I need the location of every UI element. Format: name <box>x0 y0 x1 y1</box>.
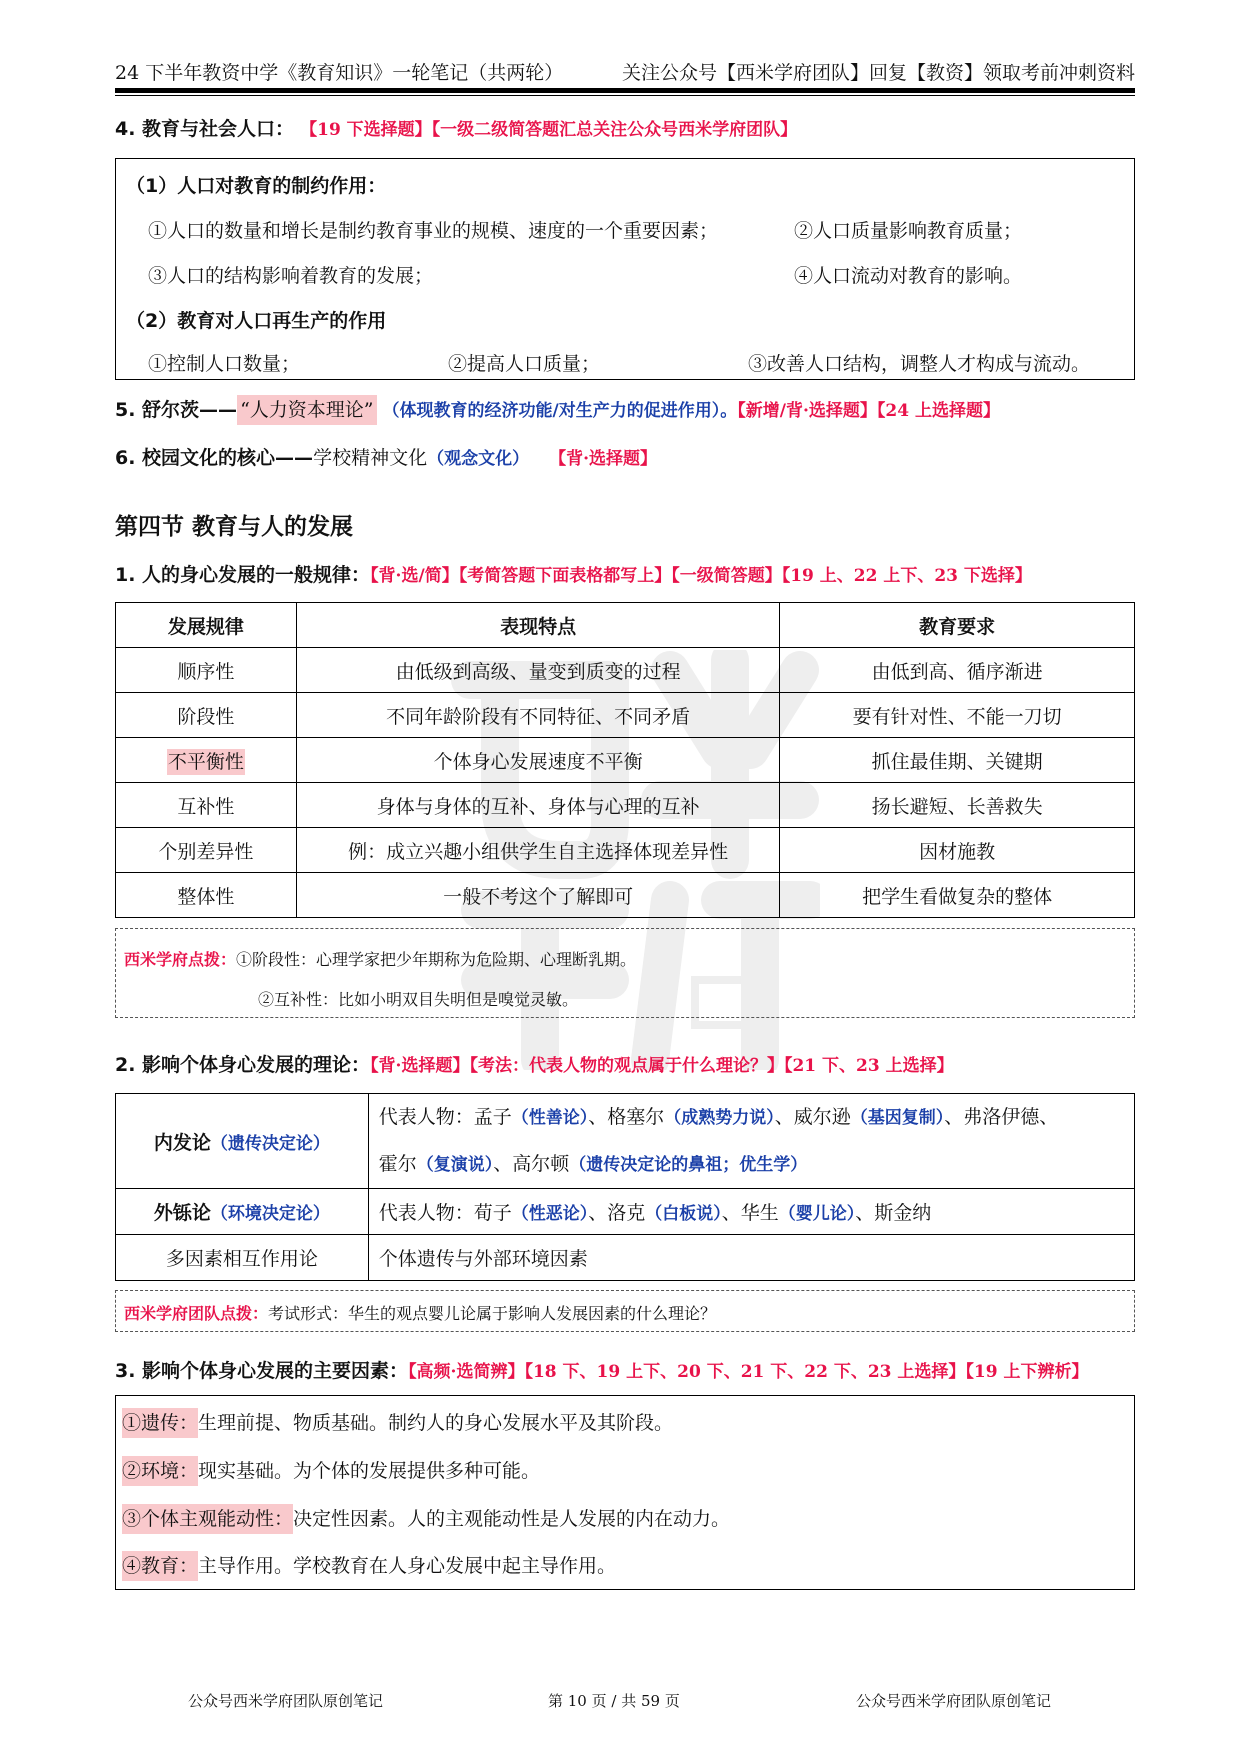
table-row: 内发论（遗传决定论） 代表人物：孟子（性善论）、格塞尔（成熟势力说）、威尔逊（基因复制）、弗洛伊德、 霍尔（复演说）、高尔顿（遗传决定论的鼻祖；优生学） <box>116 1094 1135 1189</box>
table-header-row: 发展规律 表现特点 教育要求 <box>116 603 1135 648</box>
table-row: 个别差异性 例：成立兴趣小组供学生自主选择体现差异性 因材施教 <box>116 828 1135 873</box>
table-row: 外铄论（环境决定论） 代表人物：荀子（性恶论）、洛克（白板说）、华生（婴儿论）、斯金纳 <box>116 1189 1135 1235</box>
highlight-human-capital: “人力资本理论” <box>237 395 376 425</box>
population-box: （1）人口对教育的制约作用： ①人口的数量和增长是制约教育事业的规模、速度的一个重要因素； ②人口质量影响教育质量； ③人口的结构影响着教育的发展； ④人口流动对教育的影响。 （2）教育对人口再生产的作用 ①控制人口数量； ②提高人口质量； ③改善人口结构，调整人才构成与流动。 <box>115 158 1135 380</box>
table-row: 整体性 一般不考这个了解即可 把学生看做复杂的整体 <box>116 873 1135 918</box>
page-header <box>115 58 1135 88</box>
factors-heading: 3. 影响个体身心发展的主要因素：【高频·选简辨】【18 下、19 上下、20 下、21 下、22 下、23 上选择】【19 上下辨析】 <box>115 1360 1089 1382</box>
table-row: 互补性 身体与身体的互补、身体与心理的互补 扬长避短、长善救失 <box>116 783 1135 828</box>
table-row: 不平衡性 个体身心发展速度不平衡 抓住最佳期、关键期 <box>116 738 1135 783</box>
table-row: 顺序性 由低级到高级、量变到质变的过程 由低到高、循序渐进 <box>116 648 1135 693</box>
item5-line: 5. 舒尔茨—— “人力资本理论” （体现教育的经济功能/对生产力的促进作用）。【新增/背·选择题】【24 上选择题】 <box>115 395 1000 422</box>
highlight-imbalance: 不平衡性 <box>167 750 244 773</box>
header-rule-thin <box>115 95 1135 96</box>
development-law-table <box>115 602 1135 918</box>
header-promo: 关注公众号【西米学府团队】回复【教资】领取考前冲刺资料 <box>621 62 1135 84</box>
item4-tags: 【19 下选择题】【一级二级简答题汇总关注公众号西米学府团队】 <box>300 120 798 140</box>
endogenous-line2: 霍尔（复演说）、高尔顿（遗传决定论的鼻祖；优生学） <box>378 1153 808 1175</box>
table-row: 多因素相互作用论 个体遗传与外部环境因素 <box>116 1235 1135 1281</box>
factor-initiative: ③个体主观能动性：决定性因素。人的主观能动性是人发展的内在动力。 <box>122 1504 730 1531</box>
footer-right: 公众号西米学府团队原创笔记 <box>856 1692 1052 1710</box>
factor-environment: ②环境：现实基础。为个体的发展提供多种可能。 <box>122 1456 540 1483</box>
item4-heading: 4. 教育与社会人口： 【19 下选择题】【一级二级简答题汇总关注公众号西米学府团队】 <box>115 118 798 140</box>
section-title: 第四节 教育与人的发展 <box>115 514 354 540</box>
factor-heredity: ①遗传：生理前提、物质基础。制约人的身心发展水平及其阶段。 <box>122 1408 673 1435</box>
factor-education: ④教育：主导作用。学校教育在人身心发展中起主导作用。 <box>122 1551 616 1578</box>
table-row: 阶段性 不同年龄阶段有不同特征、不同矛盾 要有针对性、不能一刀切 <box>116 693 1135 738</box>
footer-left: 公众号西米学府团队原创笔记 <box>188 1692 384 1710</box>
factors-box <box>115 1395 1135 1590</box>
law-tip-box: 西米学府点拨：①阶段性：心理学家把少年期称为危险期、心理断乳期。 ②互补性：比如小明双目失明但是嗅觉灵敏。 <box>115 928 1135 1018</box>
law-heading: 1. 人的身心发展的一般规律：【背·选/简】【考简答题下面表格都写上】【一级简答题】【19 上、22 上下、23 下选择】 <box>115 564 1032 586</box>
header-title: 24 下半年教资中学《教育知识》一轮笔记（共两轮） <box>115 62 564 84</box>
theory-heading: 2. 影响个体身心发展的理论：【背·选择题】【考法：代表人物的观点属于什么理论？】【21 下、23 上选择】 <box>115 1054 954 1076</box>
endogenous-line1: 代表人物：孟子（性善论）、格塞尔（成熟势力说）、威尔逊（基因复制）、弗洛伊德、 <box>378 1106 1059 1128</box>
theory-table <box>115 1093 1135 1281</box>
item6-line: 6. 校园文化的核心——学校精神文化（观念文化） 【背·选择题】 <box>115 447 658 469</box>
header-rule-thick <box>115 88 1135 93</box>
page-number: 第 10 页 / 共 59 页 <box>548 1692 680 1710</box>
theory-tip-box: 西米学府团队点拨：考试形式：华生的观点婴儿论属于影响人发展因素的什么理论？ <box>115 1290 1135 1332</box>
